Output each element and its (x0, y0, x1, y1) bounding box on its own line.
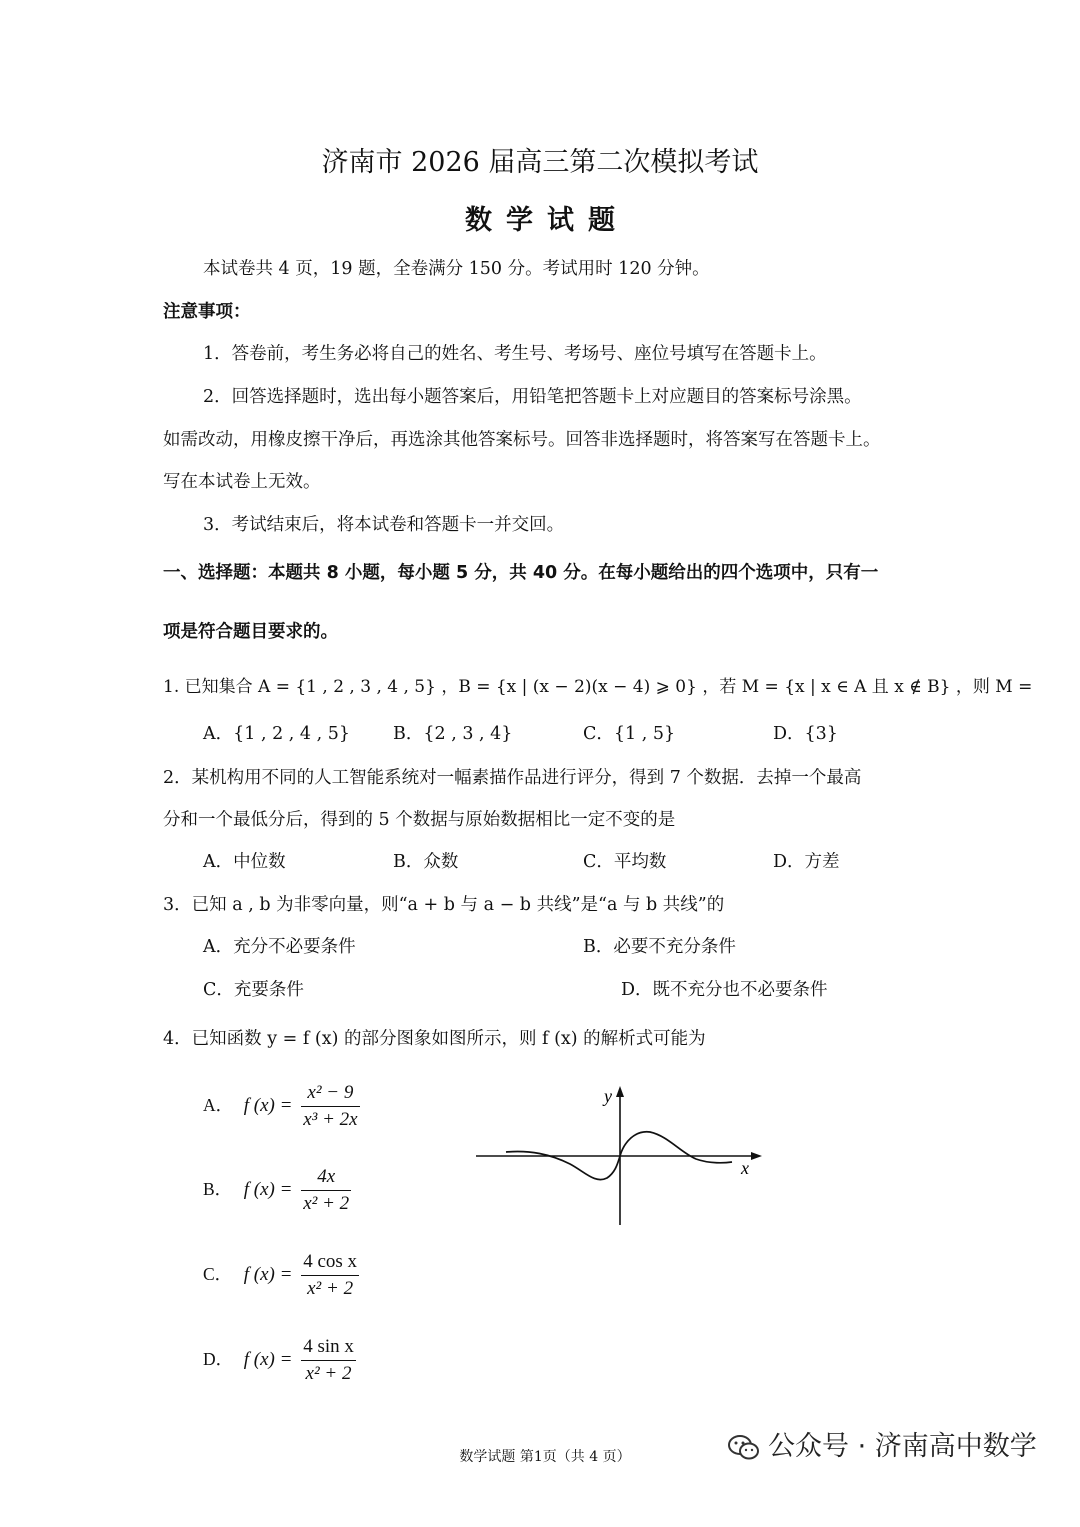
fraction (301, 1336, 356, 1385)
numerator: 4 cos x (301, 1251, 359, 1276)
section-heading-line-2: 项是符合题目要求的。 (163, 622, 338, 642)
notice-item-1: 1．答卷前，考生务必将自己的姓名、考生号、考场号、座位号填写在答题卡上。 (203, 344, 827, 364)
function-graph (470, 1080, 770, 1230)
option-label: D． (203, 1348, 234, 1369)
exam-intro: 本试卷共 4 页，19 题，全卷满分 150 分。考试用时 120 分钟。 (203, 259, 710, 279)
function-lhs: f (x) = (243, 1178, 293, 1200)
notice-item-3: 3．考试结束后，将本试卷和答题卡一并交回。 (203, 515, 565, 535)
numerator: x² − 9 (301, 1082, 359, 1107)
notice-heading: 注意事项： (163, 302, 251, 322)
watermark-text: 公众号 · 济南高中数学 (768, 1431, 1037, 1462)
function-lhs: f (x) = (243, 1094, 293, 1116)
notice-item-2-line-1: 2．回答选择题时，选出每小题答案后，用铅笔把答题卡上对应题目的答案标号涂黑。 (203, 387, 862, 407)
question-1-option-a: A．{1 , 2 , 4 , 5} (203, 724, 351, 744)
x-axis-arrow (751, 1152, 762, 1160)
numerator: 4x (301, 1166, 351, 1191)
question-2-option-c: C．平均数 (583, 852, 667, 872)
question-4-option-a (203, 1082, 360, 1131)
option-label: B． (203, 1178, 233, 1199)
question-2-option-a: A．中位数 (203, 852, 286, 872)
denominator: x³ + 2x (303, 1109, 358, 1130)
question-4-stem: 4．已知函数 y = f (x) 的部分图象如图所示，则 f (x) 的解析式可能为 (163, 1029, 706, 1049)
option-label: C． (203, 1263, 233, 1284)
section-heading-line-1: 一、选择题：本题共 8 小题，每小题 5 分，共 40 分。在每小题给出的四个选项中，只有一 (163, 563, 879, 583)
question-4-option-b (203, 1166, 351, 1215)
function-lhs: f (x) = (243, 1348, 293, 1370)
question-2-line-2: 分和一个最低分后，得到的 5 个数据与原始数据相比一定不变的是 (163, 810, 676, 830)
question-1-option-d: D．{3} (773, 724, 838, 744)
notice-item-2-line-2: 如需改动，用橡皮擦干净后，再选涂其他答案标号。回答非选择题时，将答案写在答题卡上。 (163, 430, 881, 450)
denominator: x² + 2 (303, 1193, 350, 1214)
exam-title: 济南市 2026 届高三第二次模拟考试 (321, 147, 759, 178)
numerator: 4 sin x (301, 1336, 356, 1361)
x-axis-label: x (741, 1158, 749, 1178)
page-footer: 数学试题 第1页（共 4 页） (459, 1449, 631, 1465)
question-4-option-c (203, 1251, 359, 1300)
fraction (301, 1166, 351, 1215)
question-2-option-b: B．众数 (393, 852, 459, 872)
notice-item-2-line-3: 写在本试卷上无效。 (163, 472, 321, 492)
option-label: A． (203, 1094, 234, 1115)
wechat-icon (728, 1434, 760, 1462)
fraction (301, 1082, 359, 1131)
question-3-stem: 3．已知 a , b 为非零向量，则“a + b 与 a − b 共线”是“a 与 b 共线”的 (163, 895, 725, 915)
y-axis-label: y (604, 1086, 612, 1106)
denominator: x² + 2 (305, 1363, 352, 1384)
question-1-option-c: C．{1 , 5} (583, 724, 676, 744)
question-3-option-c: C．充要条件 (203, 980, 304, 1000)
y-axis-arrow (616, 1086, 624, 1097)
question-3-option-b: B．必要不充分条件 (583, 937, 736, 957)
fraction (301, 1251, 359, 1300)
denominator: x² + 2 (307, 1278, 354, 1299)
question-3-option-d: D．既不充分也不必要条件 (621, 980, 828, 1000)
watermark (728, 1424, 1037, 1463)
question-3-option-a: A．充分不必要条件 (203, 937, 356, 957)
question-2-line-1: 2．某机构用不同的人工智能系统对一幅素描作品进行评分，得到 7 个数据．去掉一个最高 (163, 768, 862, 788)
function-lhs: f (x) = (243, 1263, 293, 1285)
question-1-option-b: B．{2 , 3 , 4} (393, 724, 513, 744)
question-4-option-d (203, 1336, 356, 1385)
exam-subtitle: 数学试题 (465, 205, 629, 236)
question-2-option-d: D．方差 (773, 852, 840, 872)
question-1-stem: 1. 已知集合 A = {1 , 2 , 3 , 4 , 5} ，B = {x | (x − 2)(x − 4) ⩾ 0} ，若 M = {x | x ∈ A 且 x ∉ B} ，则 M = (163, 677, 1033, 697)
